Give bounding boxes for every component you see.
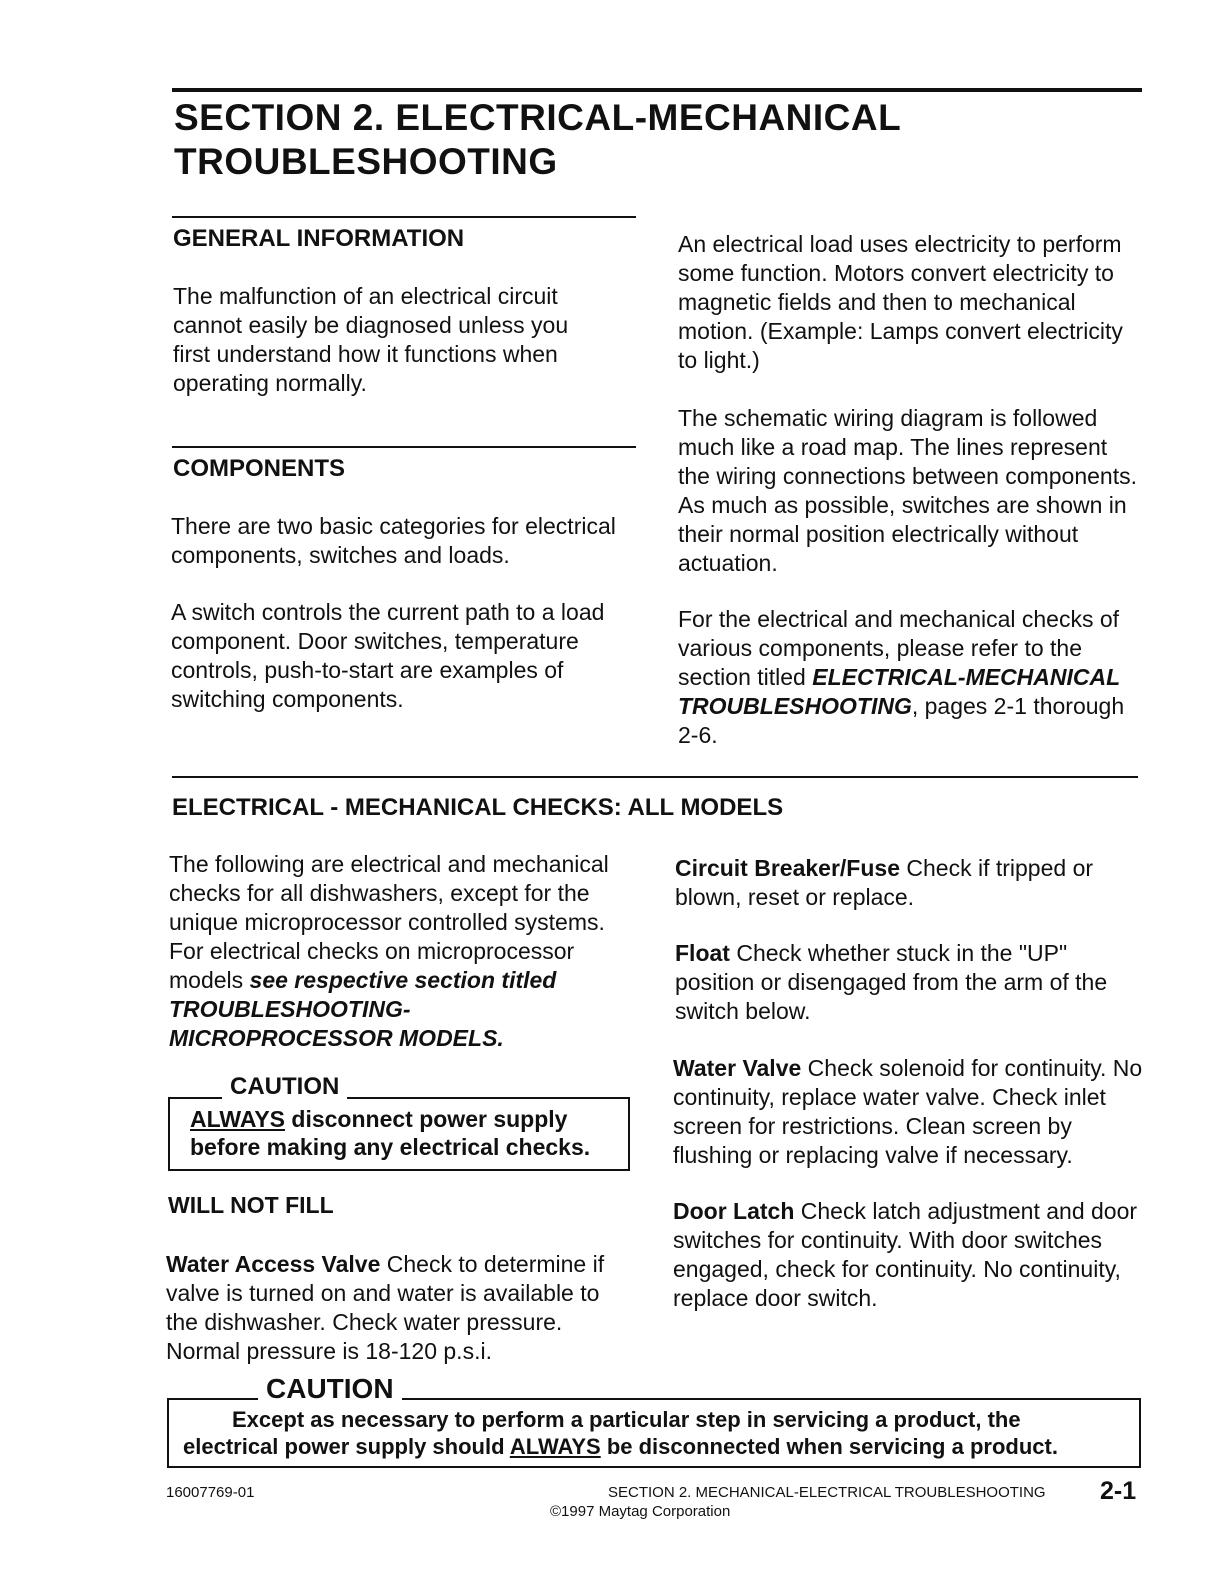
float-text: Check whether stuck in the "UP" position or disengaged from the arm of the switch below. <box>675 940 1108 1024</box>
caution-box-2-line2-post: be disconnected when servicing a product. <box>600 1434 1058 1459</box>
caution-box-2-line1: Except as necessary to perform a particular step in servicing a product, the <box>232 1407 1021 1432</box>
checks-heading: ELECTRICAL - MECHANICAL CHECKS: ALL MODELS <box>172 794 784 821</box>
footer-section: SECTION 2. MECHANICAL-ELECTRICAL TROUBLESHOOTING <box>608 1484 1046 1501</box>
caution-box-2-always: ALWAYS <box>509 1434 601 1459</box>
components-rule <box>172 446 636 448</box>
water-access-paragraph <box>166 1250 626 1366</box>
footer-page-number: 2-1 <box>1100 1477 1137 1505</box>
load-paragraph: An electrical load uses electricity to perform some function. Motors convert electricity to magnetic fields and then to mechanical motion. (Example: Lamps convert electricity to light.) <box>678 231 1123 373</box>
caution-box-1-rest: disconnect power supply before making any electrical checks. <box>190 1106 591 1160</box>
caution-box-1-always: ALWAYS <box>190 1106 286 1132</box>
door-latch-text: Check latch adjustment and door switches for continuity. With door switches engaged, check for continuity. No continuity, replace door switch. <box>673 1198 1138 1311</box>
checks-rule <box>172 776 1138 778</box>
general-rule <box>172 216 636 218</box>
footer-doc-number: 16007769-01 <box>166 1484 255 1501</box>
refer-pages: , pages 2-1 thorough 2-6. <box>678 693 1125 748</box>
checks-intro-text: The following are electrical and mechanical checks for all dishwashers, except for the unique microprocessor controlled systems. For electrical checks on microprocessor models <box>169 851 609 993</box>
circuit-breaker-label: Circuit Breaker/Fuse <box>675 855 900 881</box>
caution-box-2-line2 <box>183 1433 1058 1461</box>
caution-box-2-line2-pre: electrical power supply should <box>183 1434 510 1459</box>
caution-box-2-label: CAUTION <box>258 1372 402 1406</box>
water-valve-paragraph <box>673 1054 1148 1170</box>
door-latch-paragraph <box>673 1197 1148 1313</box>
components-heading: COMPONENTS <box>173 455 346 482</box>
will-not-fill-heading: WILL NOT FILL <box>168 1192 334 1218</box>
components-paragraph-2: A switch controls the current path to a load component. Door switches, temperature controls, push-to-start are examples of switching components. <box>171 599 605 712</box>
footer-copyright: ©1997 Maytag Corporation <box>550 1503 731 1520</box>
title-top-rule <box>172 88 1142 92</box>
water-valve-text: Check solenoid for continuity. No continuity, replace water valve. Check inlet screen for restrictions. Clean screen by flushing or replacing valve if necessary. <box>673 1055 1143 1168</box>
checks-intro-ref: see respective section titled TROUBLESHOOTING-MICROPROCESSOR MODELS. <box>169 967 557 1051</box>
float-paragraph <box>675 939 1125 1026</box>
general-paragraph: The malfunction of an electrical circuit cannot easily be diagnosed unless you first understand how it functions when operating normally. <box>173 283 569 396</box>
refer-text: For the electrical and mechanical checks of various components, please refer to the section titled <box>678 606 1120 690</box>
page-title-line2: TROUBLESHOOTING <box>174 141 558 182</box>
circuit-breaker-text: Check if tripped or blown, reset or replace. <box>675 855 1094 910</box>
checks-intro <box>169 850 629 1053</box>
float-label: Float <box>675 940 730 966</box>
refer-paragraph <box>678 605 1128 750</box>
water-access-label: Water Access Valve <box>166 1251 381 1277</box>
components-paragraph-1: There are two basic categories for electrical components, switches and loads. <box>171 513 616 568</box>
schematic-paragraph: The schematic wiring diagram is followed much like a road map. The lines represent the wiring connections between components. As much as possible, switches are shown in their normal position electrically without actuation. <box>678 405 1138 576</box>
door-latch-label: Door Latch <box>673 1198 795 1224</box>
page-title-line1: SECTION 2. ELECTRICAL-MECHANICAL <box>174 97 902 138</box>
circuit-breaker-paragraph <box>675 854 1140 912</box>
refer-section-title: ELECTRICAL-MECHANICAL TROUBLESHOOTING <box>678 664 1120 719</box>
water-access-text: Check to determine if valve is turned on and water is available to the dishwasher. Check water pressure. Normal pressure is 18-120 p.s.i. <box>166 1251 605 1364</box>
general-heading: GENERAL INFORMATION <box>173 225 465 252</box>
caution-box-1-label: CAUTION <box>222 1072 347 1102</box>
water-valve-label: Water Valve <box>673 1055 802 1081</box>
caution-box-1-text <box>190 1105 610 1161</box>
page-title <box>174 96 1074 184</box>
